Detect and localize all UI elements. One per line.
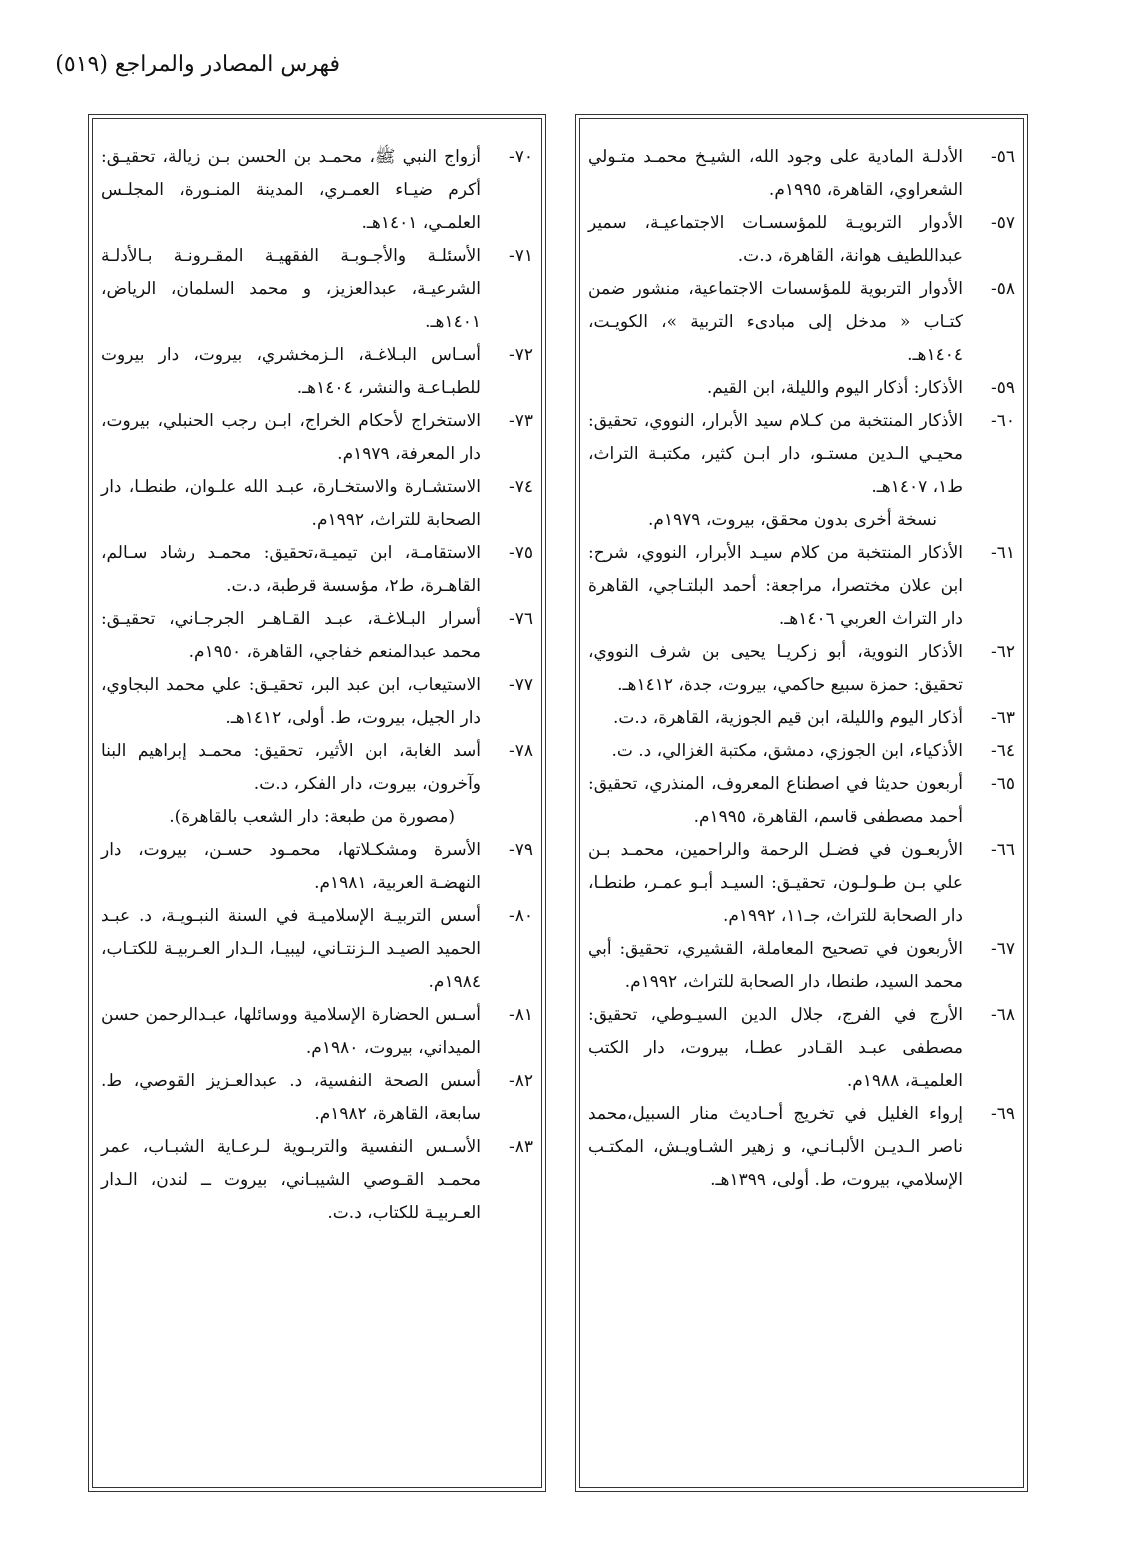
reference-text: الاستشـارة والاستخـارة، عبـد الله علـوان، طنطـا، دار الصحابة للتراث، ١٩٩٢م. [101,477,481,530]
reference-text: أسد الغابة، ابن الأثير، تحقيق: محمـد إبراهيم البنا وآخرون، بيروت، دار الفكر، د.ت. [101,741,481,794]
reference-text: أربعون حديثا في اصطناع المعروف، المنذري، تحقيق: أحمد مصطفى قاسم، القاهرة، ١٩٩٥م. [588,774,963,827]
references-column-right [579,118,1024,1488]
reference-entry [101,900,533,999]
reference-number: ٥٨- [990,279,1015,299]
reference-text: الأدلـة المادية على وجود الله، الشيـخ محمـد متـولي الشعراوي، القاهرة، ١٩٩٥م. [588,147,963,200]
reference-number: ٦٤- [990,741,1015,761]
reference-number: ٧٥- [508,543,533,563]
reference-entry [101,834,533,900]
reference-number: ٧٠- [508,147,533,167]
reference-text: إرواء الغليل في تخريج أحـاديث منار السبيل،محمد ناصر الـديـن الألبـانـي، و زهير الشـاويـش، المكتـب الإسلامي، بيروت، ط. أولى، ١٣٩٩هـ. [588,1104,963,1190]
reference-text: الأذكار النووية، أبو زكريـا يحيى بن شرف النووي، تحقيق: حمزة سبيع حاكمي، بيروت، جدة، ١٤١٢هـ. [588,642,963,695]
reference-number: ٥٩- [990,378,1015,398]
reference-text: الأسئلـة والأجـوبـة الفقهيـة المقـرونـة بـالأدلـة الشرعيـة، عبدالعزيز، و محمد السلمان، الرياض، ١٤٠١هـ. [101,246,481,332]
reference-entry [101,1131,533,1230]
reference-text: أسس الصحة النفسية، د. عبدالعـزيز القوصي، ط. سابعة، القاهرة، ١٩٨٢م. [101,1071,481,1124]
entry-list [588,141,1015,1197]
reference-entry [101,603,533,669]
reference-entry [101,999,533,1065]
reference-entry [101,1065,533,1131]
reference-text: أسـاس البـلاغـة، الـزمخشري، بيروت، دار بيروت للطبـاعـة والنشر، ١٤٠٤هـ. [101,345,481,398]
reference-number: ٨٢- [508,1071,533,1091]
reference-text: الأربعون في تصحيح المعاملة، القشيري، تحقيق: أبي محمد السيد، طنطا، دار الصحابة للتراث، ١٩٩٢م. [588,939,963,992]
reference-entry [101,240,533,339]
reference-text: الأذكياء، ابن الجوزي، دمشق، مكتبة الغزالي، د. ت. [611,741,963,761]
reference-text: أزواج النبي ﷺ، محمـد بن الحسن بـن زيالة، تحقيـق: أكرم ضيـاء العمـري، المدينة المنـورة، المجلـس العلمـي، ١٤٠١هـ. [101,147,481,233]
reference-text: الأسـس النفسية والتربـوية لـرعـاية الشبـاب، عمر محمـد القـوصي الشيبـاني، بيروت ــ لندن، الـدار العـربيـة للكتاب، د.ت. [101,1137,481,1223]
reference-number: ٥٦- [990,147,1015,167]
reference-entry [101,405,533,471]
reference-number: ٧٩- [508,840,533,860]
reference-text: الأدوار التربويـة للمؤسسـات الاجتماعيـة، سمير عبداللطيف هوانة، القاهرة، د.ت. [588,213,963,266]
reference-entry [588,702,1015,735]
reference-entry [101,339,533,405]
reference-text: الأسرة ومشكـلاتها، محمـود حسـن، بيروت، دار النهضـة العربية، ١٩٨١م. [101,840,481,893]
reference-number: ٧٣- [508,411,533,431]
reference-number: ٦٢- [990,642,1015,662]
reference-text: الأذكار المنتخبة من كـلام سيد الأبرار، النووي، تحقيق: محيـي الـدين مستـو، دار ابـن كثير، مكتبـة التراث، ط١، ١٤٠٧هـ. [588,411,963,497]
reference-number: ٨٠- [508,906,533,926]
reference-number: ٧٦- [508,609,533,629]
reference-entry [588,141,1015,207]
references-column-left [92,118,542,1488]
reference-text: أذكار اليوم والليلة، ابن قيم الجوزية، القاهرة، د.ت. [612,708,963,728]
reference-number: ٨٣- [508,1137,533,1157]
reference-text: أسرار البـلاغـة، عبـد القـاهـر الجرجـاني، تحقيـق: محمد عبدالمنعم خفاجي، القاهرة، ١٩٥٠م. [101,609,481,662]
reference-text: الأرج في الفرج، جلال الدين السيـوطي، تحقيق: مصطفى عبـد القـادر عطـا، بيروت، دار الكتب العلميـة، ١٩٨٨م. [588,1005,963,1091]
reference-entry [588,735,1015,768]
reference-entry [101,471,533,537]
reference-entry [588,999,1015,1098]
reference-entry [588,537,1015,636]
reference-entry [588,405,1015,504]
reference-entry [101,537,533,603]
reference-number: ٧٨- [508,741,533,761]
reference-text: أسـس الحضارة الإسلامية ووسائلها، عبـدالرحمن حسن الميداني، بيروت، ١٩٨٠م. [101,1005,481,1058]
reference-note: نسخة أخرى بدون محقق، بيروت، ١٩٧٩م. [647,510,937,530]
reference-text: الأربعـون في فضـل الرحمة والراحمين، محمـد بـن علي بـن طـولـون، تحقيـق: السيـد أبـو عمـر، طنطـا، دار الصحابة للتراث، جـ١١، ١٩٩٢م. [588,840,963,926]
reference-number: ٦٨- [990,1005,1015,1025]
reference-number: ٦٧- [990,939,1015,959]
reference-text: الأذكار: أذكار اليوم والليلة، ابن القيم. [706,378,963,398]
page-header: فهرس المصادر والمراجع (٥١٩) [55,52,340,77]
reference-text: الأدوار التربوية للمؤسسات الاجتماعية، منشور ضمن كتـاب « مدخل إلى مبادىء التربية »، الكويـت، ١٤٠٤هـ. [588,279,963,365]
reference-number: ٧٢- [508,345,533,365]
reference-number: ٥٧- [990,213,1015,233]
reference-number: ٧٧- [508,675,533,695]
reference-entry [588,933,1015,999]
reference-number: ٦٥- [990,774,1015,794]
reference-entry [101,141,533,240]
reference-text: الاستقامـة، ابن تيميـة،تحقيق: محمـد رشاد سـالم، القاهـرة، ط٢، مؤسسة قرطبة، د.ت. [101,543,481,596]
reference-number: ٦٠- [990,411,1015,431]
reference-entry [588,636,1015,702]
reference-entry [101,669,533,735]
reference-note: (مصورة من طبعة: دار الشعب بالقاهرة). [169,807,455,827]
reference-number: ٧٤- [508,477,533,497]
reference-number: ٦٦- [990,840,1015,860]
reference-text: الاستخراج لأحكام الخراج، ابـن رجب الحنبلي، بيروت، دار المعرفة، ١٩٧٩م. [101,411,481,464]
reference-number: ٨١- [508,1005,533,1025]
reference-text: الأذكار المنتخبة من كلام سيـد الأبرار، النووي، شرح: ابن علان مختصرا، مراجعة: أحمد البلتـاجي، القاهرة دار التراث العربي ١٤٠٦هـ. [588,543,963,629]
reference-number: ٦٩- [990,1104,1015,1124]
reference-number: ٦١- [990,543,1015,563]
reference-text: أسس التربيـة الإسلاميـة في السنة النبـويـة، د. عبـد الحميد الصيـد الـزنتـاني، ليبيـا، الـدار العـربيـة للكتـاب، ١٩٨٤م. [101,906,481,992]
reference-text: الاستيعاب، ابن عبد البر، تحقيـق: علي محمد البجاوي، دار الجيل، بيروت، ط. أولى، ١٤١٢هـ. [101,675,481,728]
entry-list [101,141,533,1230]
reference-entry [588,1098,1015,1197]
reference-number: ٦٣- [990,708,1015,728]
reference-number: ٧١- [508,246,533,266]
reference-entry [101,735,533,801]
reference-entry [588,372,1015,405]
reference-entry [588,207,1015,273]
reference-entry [588,768,1015,834]
reference-entry [588,273,1015,372]
reference-entry [588,834,1015,933]
